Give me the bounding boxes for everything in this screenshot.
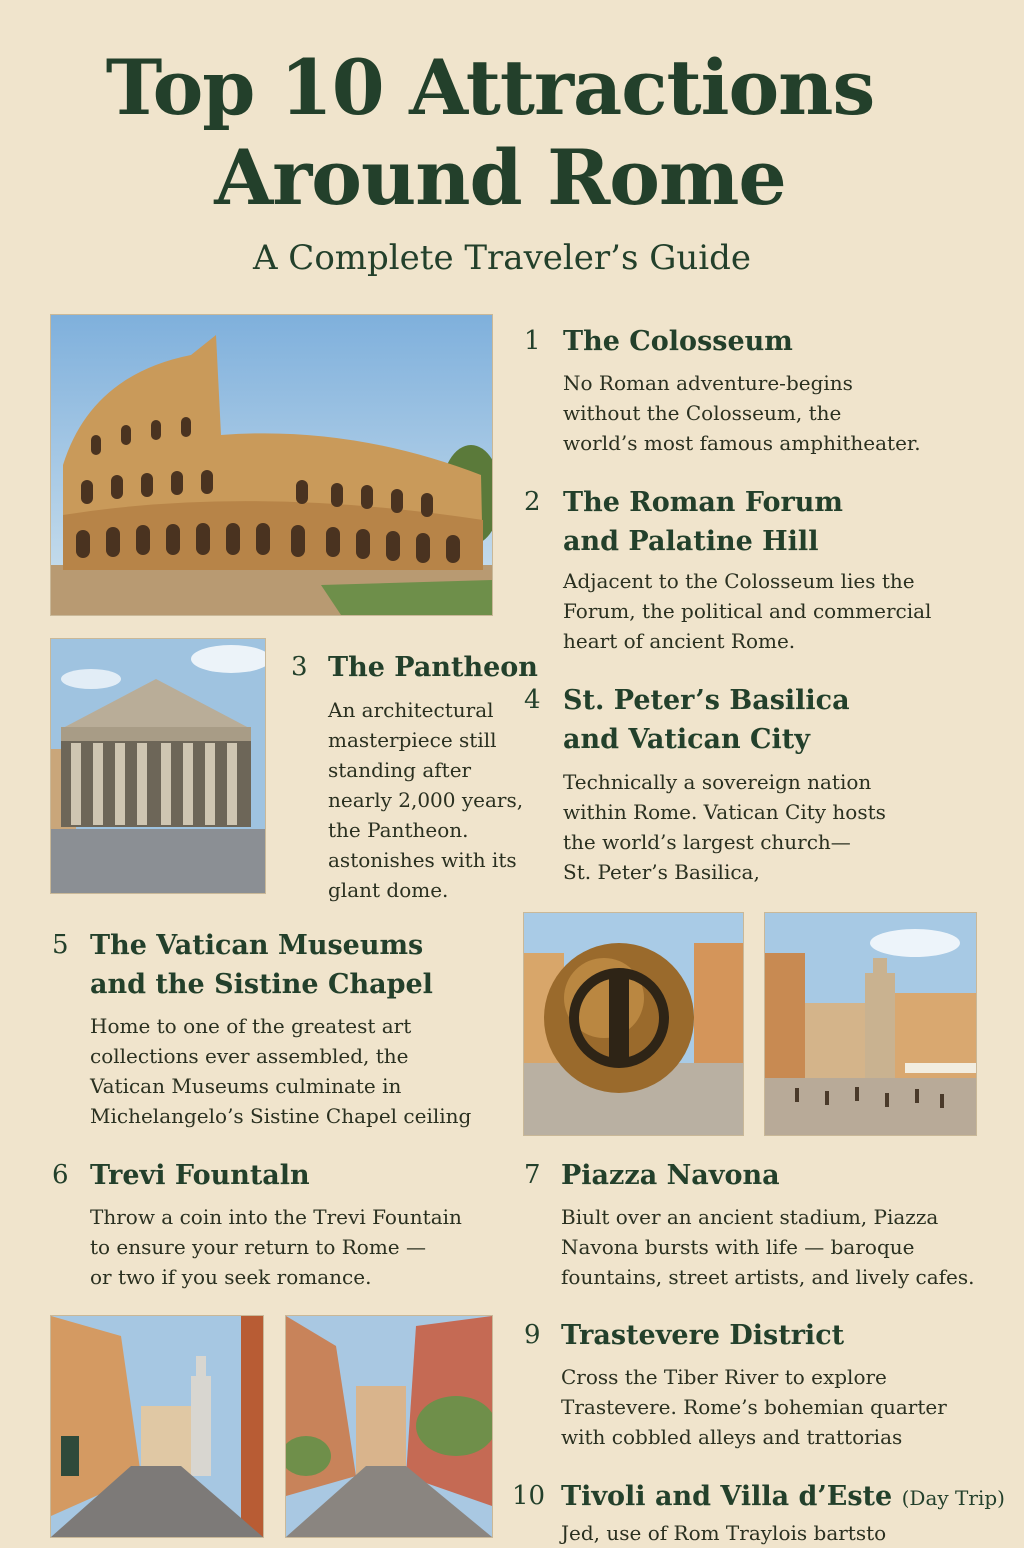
item-2-number: 2 <box>524 487 541 517</box>
item-7-number: 7 <box>524 1160 541 1190</box>
item-6-number: 6 <box>52 1160 69 1190</box>
item-1-description: No Roman adventure-begins without the Colosseum, the world’s most famous amphitheater. <box>563 371 921 455</box>
item-10-suffix: (Day Trip) <box>901 1486 1005 1510</box>
item-3-title: The Pantheon <box>328 652 538 683</box>
street-photo <box>50 1315 264 1538</box>
item-9-title: Trastevere District <box>561 1320 845 1351</box>
item-5-description: Home to one of the greatest art collections ever assembled, the Vatican Museums culminate in Michelangelo’s Sistine Chapel ceiling <box>90 1014 472 1128</box>
pantheon-photo <box>50 638 266 894</box>
item-10-description: Jed, use of Rom Traylois bartsto <box>561 1521 887 1545</box>
item-5-title: The Vatican Museums and the Sistine Chapel <box>90 930 433 1000</box>
item-9-number: 9 <box>524 1320 541 1350</box>
item-3-number: 3 <box>291 652 308 682</box>
item-4-number: 4 <box>524 685 541 715</box>
piazza-photo <box>764 912 977 1136</box>
alley-photo <box>285 1315 493 1538</box>
item-1-title: The Colosseum <box>563 326 793 357</box>
item-5-number: 5 <box>52 930 69 960</box>
item-7-description: Biult over an ancient stadium, Piazza Navona bursts with life — baroque fountains, street artists, and lively cafes. <box>561 1205 975 1289</box>
item-4-title: St. Peter’s Basilica and Vatican City <box>563 685 850 755</box>
page-title: Top 10 Attractions <box>105 43 875 132</box>
item-4-description: Technically a sovereign nation within Rome. Vatican City hosts the world’s largest church— St. Peter’s Basilica, <box>563 770 886 884</box>
item-3-description: An architectural masterpiece still standing after nearly 2,000 years, the Pantheon. astonishes with its glant dome. <box>328 698 524 902</box>
colosseum-photo <box>50 314 493 616</box>
item-2-description: Adjacent to the Colosseum lies the Forum, the political and commercial heart of ancient Rome. <box>563 569 932 653</box>
item-10-number: 10 <box>512 1481 546 1511</box>
item-9-description: Cross the Tiber River to explore Trastevere. Rome’s bohemian quarter with cobbled alleys and trattorias <box>561 1365 947 1449</box>
item-6-title: Trevi Fountaln <box>90 1160 310 1191</box>
item-2-title: The Roman Forum and Palatine Hill <box>563 487 843 557</box>
item-1-number: 1 <box>524 326 541 356</box>
page-subtitle: A Complete Traveler’s Guide <box>252 238 752 278</box>
bronze-sphere-photo <box>523 912 744 1136</box>
item-6-description: Throw a coin into the Trevi Fountain to ensure your return to Rome — or two if you seek romance. <box>90 1205 462 1289</box>
page-title-line2: Around Rome <box>214 133 786 222</box>
item-7-title: Piazza Navona <box>561 1160 780 1191</box>
item-10-title: Tivoli and Villa d’Este (Day Trip) <box>561 1481 1005 1512</box>
